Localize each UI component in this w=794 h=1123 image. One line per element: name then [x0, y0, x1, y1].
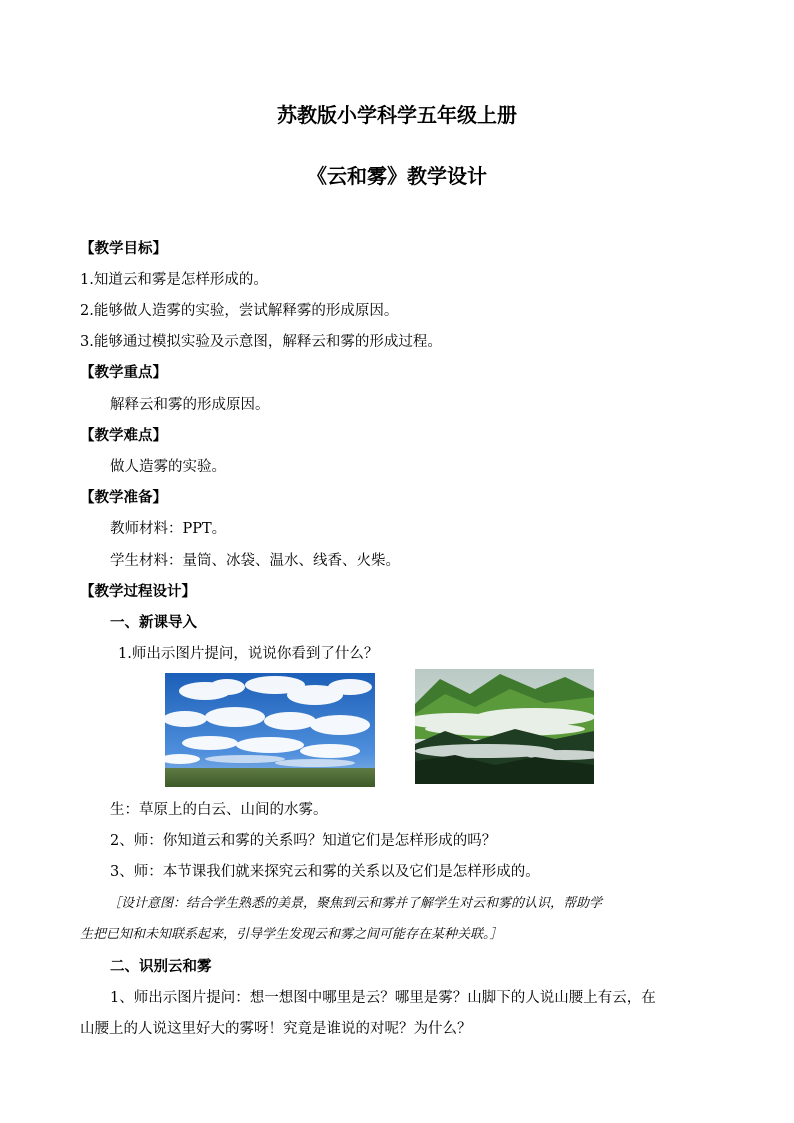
prep-teacher: 教师材料：PPT。	[110, 521, 227, 537]
difficulty-heading: 【教学难点】	[80, 428, 167, 444]
doc-title-series: 苏教版小学科学五年级上册	[277, 103, 517, 127]
key-text: 解释云和雾的形成原因。	[110, 397, 270, 413]
goal-item-2: 2.能够做人造雾的实验，尝试解释雾的形成原因。	[80, 303, 399, 319]
mountain-mist-photo	[415, 669, 594, 784]
section1-question-3: 3、师：本节课我们就来探究云和雾的关系以及它们是怎样形成的。	[110, 864, 540, 880]
section2-question-1-line-1: 1、师出示图片提问：想一想图中哪里是云？哪里是雾？山脚下的人说山腰上有云，在	[110, 990, 656, 1006]
process-heading: 【教学过程设计】	[80, 584, 196, 600]
goal-item-3: 3.能够通过模拟实验及示意图，解释云和雾的形成过程。	[80, 334, 442, 350]
section1-answer: 生：草原上的白云、山间的水雾。	[110, 802, 328, 818]
design-note-line-1: ［设计意图：结合学生熟悉的美景，聚焦到云和雾并了解学生对云和雾的认识，帮助学	[108, 896, 603, 911]
section2-title: 二、识别云和雾	[110, 959, 212, 975]
prep-heading: 【教学准备】	[80, 490, 167, 506]
doc-title-lesson: 《云和雾》教学设计	[307, 164, 487, 188]
section1-question-2: 2、师：你知道云和雾的关系吗？知道它们是怎样形成的吗？	[110, 833, 497, 849]
difficulty-text: 做人造雾的实验。	[110, 459, 226, 475]
grassland-clouds-photo	[165, 673, 375, 787]
design-note-line-2: 生把已知和未知联系起来，引导学生发现云和雾之间可能存在某种关联。］	[80, 927, 503, 942]
section2-question-1-line-2: 山腰上的人说这里好大的雾呀！究竟是谁说的对呢？为什么？	[80, 1021, 472, 1037]
goal-item-1: 1.知道云和雾是怎样形成的。	[80, 272, 268, 288]
key-heading: 【教学重点】	[80, 365, 167, 381]
goal-heading: 【教学目标】	[80, 241, 167, 257]
section1-question-1: 1.师出示图片提问，说说你看到了什么？	[118, 646, 379, 662]
prep-student: 学生材料：量筒、冰袋、温水、线香、火柴。	[110, 553, 400, 569]
section1-title: 一、新课导入	[110, 615, 197, 631]
